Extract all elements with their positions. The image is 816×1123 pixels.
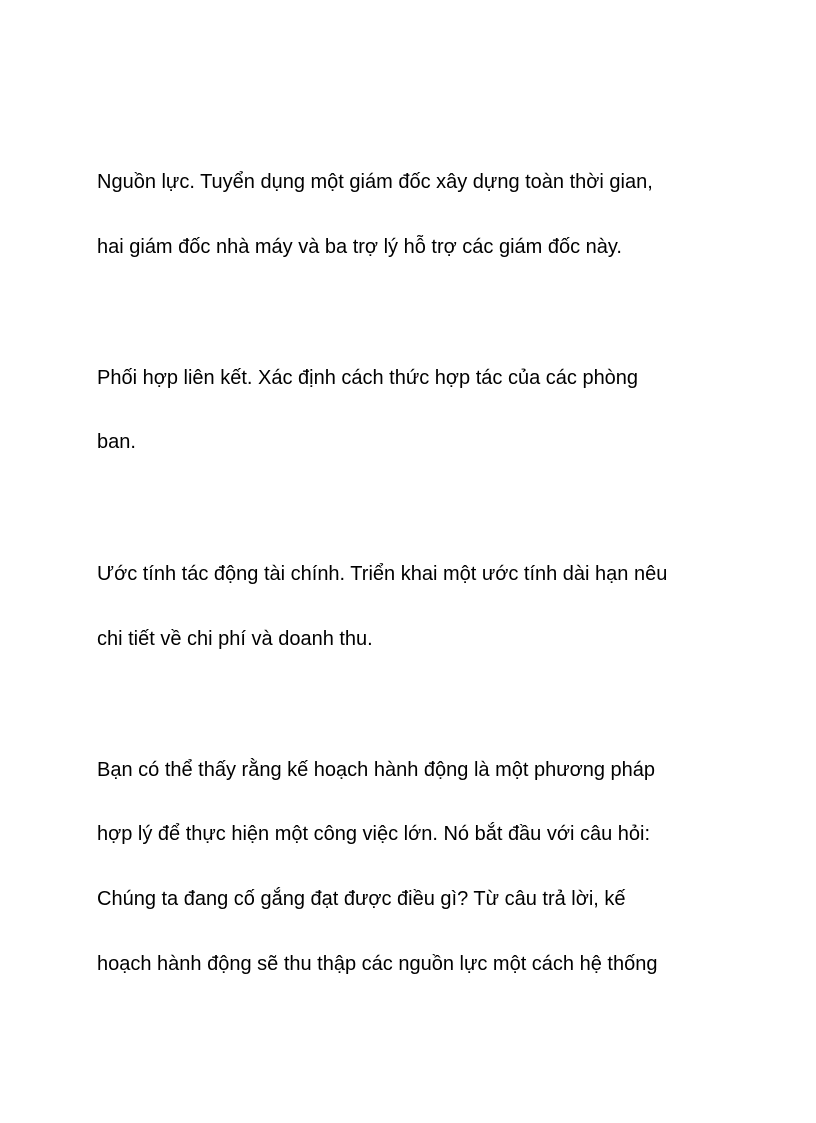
text-line: Bạn có thể thấy rằng kế hoạch hành động là một phương pháp xyxy=(97,759,656,781)
text-line: ban. xyxy=(97,431,136,453)
text-line: Chúng ta đang cố gắng đạt được điều gì? Từ câu trả lời, kế xyxy=(97,888,626,910)
text-line: Nguồn lực. Tuyển dụng một giám đốc xây dựng toàn thời gian, xyxy=(97,171,653,193)
text-line: hoạch hành động sẽ thu thập các nguồn lực một cách hệ thống xyxy=(97,953,658,975)
text-line: hai giám đốc nhà máy và ba trợ lý hỗ trợ các giám đốc này. xyxy=(97,236,622,258)
text-line: Phối hợp liên kết. Xác định cách thức hợp tác của các phòng xyxy=(97,367,639,389)
text-line: Ước tính tác động tài chính. Triển khai một ước tính dài hạn nêu xyxy=(97,563,668,585)
text-line: hợp lý để thực hiện một công việc lớn. Nó bắt đầu với câu hỏi: xyxy=(97,823,651,845)
text-line: chi tiết về chi phí và doanh thu. xyxy=(97,628,373,650)
